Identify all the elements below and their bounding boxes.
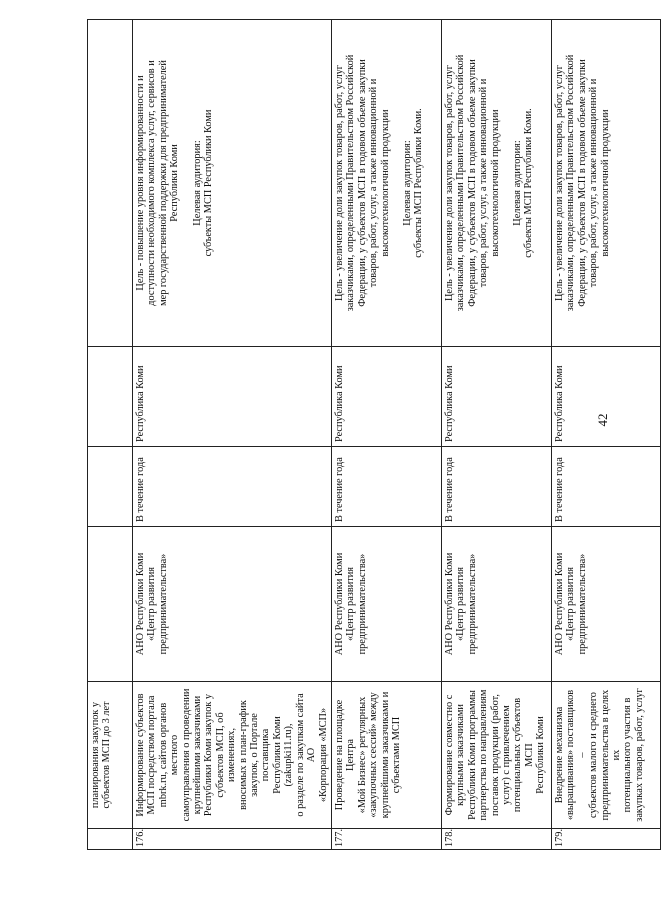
cell-text-line: вносимых в план-график bbox=[237, 700, 249, 810]
cell-text-line: АНО Республики Коми bbox=[135, 552, 146, 656]
cell-text-line: поставок продукции (работ, bbox=[489, 694, 501, 816]
cell-text-line: крупнейшими заказчиками bbox=[192, 695, 204, 815]
cell-text-line: высокотехнологичной продукции bbox=[489, 109, 501, 257]
responsible-cell bbox=[331, 527, 441, 682]
cell-text-line: Федерации, у субъектов МСП в годовом объеме закупки bbox=[356, 59, 368, 307]
audience-label: Целевая аудитория: bbox=[191, 140, 203, 226]
cell-text-line: закупок, о Портале поставщика bbox=[249, 713, 272, 797]
cell-text-line: высокотехнологичной продукции bbox=[599, 109, 611, 257]
cell-text-line: «Мой Бизнес» регулярных bbox=[356, 696, 368, 814]
rotated-content bbox=[87, 20, 645, 850]
deadline-cell: В течение года bbox=[331, 447, 441, 527]
cell-text-line: «Центр развития bbox=[565, 567, 577, 641]
cell-text-line: потенциального участия в bbox=[622, 697, 634, 813]
cell-text-line: Проведение на площадке Центра bbox=[333, 699, 357, 811]
goal-cell bbox=[551, 20, 660, 347]
cell-text-line: Цель - увеличение доли закупок товаров, работ, услуг bbox=[443, 64, 455, 302]
audience-value: субъекты МСП Республики Коми bbox=[203, 109, 215, 257]
cell-text-line: Республики Коми (zakupki11.ru), bbox=[271, 716, 295, 794]
audience-label: Целевая аудитория: bbox=[401, 140, 413, 226]
cell-text-line: АНО Республики Коми bbox=[333, 552, 345, 656]
table-row bbox=[133, 20, 332, 850]
row-number-cell: 177. bbox=[331, 829, 441, 850]
responsible-cell bbox=[88, 527, 133, 682]
responsible-cell bbox=[551, 527, 660, 682]
location-cell: Республика Коми bbox=[133, 347, 332, 447]
cell-text-line: мер государственной поддержки для предпринимателей bbox=[157, 60, 169, 306]
cell-text-line: «выращивания» поставщиков – bbox=[565, 689, 588, 821]
goal-cell bbox=[133, 20, 332, 347]
cell-text-line: Формирование совместно с bbox=[443, 694, 455, 816]
page-number: 42 bbox=[595, 413, 610, 427]
plan-table bbox=[87, 19, 661, 850]
cell-text-line: «Центр развития bbox=[345, 567, 357, 641]
goal-cell bbox=[331, 20, 441, 347]
table-row bbox=[88, 20, 133, 850]
row-number-cell: 178. bbox=[441, 829, 551, 850]
cell-text-line: субъектами МСП bbox=[390, 716, 402, 794]
cell-text-line: «закупочных сессий» между bbox=[368, 692, 380, 818]
cell-text-line: Внедрение механизма bbox=[553, 706, 565, 804]
deadline-cell: В течение года bbox=[551, 447, 660, 527]
cell-text-line: Цель - увеличение доли закупок товаров, работ, услуг bbox=[333, 64, 345, 302]
cell-text-line: планирования закупок у bbox=[90, 701, 101, 809]
cell-text-line: предпринимательства» bbox=[576, 553, 588, 655]
cell-text-line: «Корпорация «МСП» bbox=[317, 707, 329, 803]
deadline-cell: В течение года bbox=[441, 447, 551, 527]
cell-text-line: МСП посредством портала bbox=[146, 695, 158, 815]
cell-text-line: Республики Коми bbox=[169, 144, 181, 222]
cell-text-line: доступности необходимого комплекса услуг, сервисов и bbox=[146, 60, 158, 306]
cell-text-line: Цель - увеличение доли закупок товаров, работ, услуг bbox=[553, 64, 565, 302]
cell-text-line: «Центр развития bbox=[455, 567, 467, 641]
deadline-cell: В течение года bbox=[133, 447, 332, 527]
cell-text-line: АНО Республики Коми bbox=[443, 552, 455, 656]
audience-value: субъекты МСП Республики Коми. bbox=[523, 108, 535, 258]
event-name-cell bbox=[551, 682, 660, 829]
cell-text-line: заказчиками, определенными Правительством Российской bbox=[455, 54, 467, 312]
row-number-cell: 179. bbox=[551, 829, 660, 850]
event-name-cell bbox=[133, 682, 332, 829]
responsible-cell bbox=[133, 527, 332, 682]
cell-text-line: о разделе по закупкам сайта АО bbox=[294, 693, 318, 817]
cell-text-line: крупными заказчиками bbox=[455, 704, 467, 806]
location-cell: Республика Коми bbox=[331, 347, 441, 447]
plan-table-body bbox=[88, 20, 661, 850]
cell-text-line: Цель - повышение уровня информированности и bbox=[135, 75, 146, 291]
table-row bbox=[441, 20, 551, 850]
cell-text-line: партнерства по направлениям bbox=[478, 689, 490, 821]
cell-text-line: АНО Республики Коми bbox=[553, 552, 565, 656]
deadline-cell bbox=[88, 447, 133, 527]
cell-text-line: субъектов малого и среднего bbox=[588, 692, 600, 818]
audience-value: субъекты МСП Республики Коми. bbox=[413, 108, 425, 258]
cell-text-line: «Центр развития bbox=[146, 567, 158, 641]
event-name-cell bbox=[88, 682, 133, 829]
goal-cell bbox=[88, 20, 133, 347]
location-cell bbox=[88, 347, 133, 447]
cell-text-line: закупках товаров, работ, услуг bbox=[633, 688, 645, 822]
cell-text-line: предпринимательства в целях их bbox=[599, 689, 622, 821]
cell-text-line: предпринимательства» bbox=[466, 553, 478, 655]
cell-text-line: Республики Коми bbox=[535, 716, 547, 794]
cell-text-line: субъектов МСП до 3 лет bbox=[101, 701, 113, 809]
cell-text-line: mbrk.ru, сайтов органов местного bbox=[157, 702, 181, 808]
cell-text-line: потенциальных субъектов МСП bbox=[512, 697, 535, 813]
cell-text-line: Федерации, у субъектов МСП в годовом объеме закупки bbox=[466, 59, 478, 307]
event-name-cell bbox=[331, 682, 441, 829]
cell-text-line: высокотехнологичной продукции bbox=[379, 109, 391, 257]
cell-text-line: товаров, работ, услуг, а также инновационной и bbox=[368, 78, 380, 288]
cell-text-line: самоуправления о проведении bbox=[180, 688, 192, 822]
cell-text-line: субъектов МСП, об изменениях, bbox=[214, 712, 238, 798]
responsible-cell bbox=[441, 527, 551, 682]
location-cell: Республика Коми bbox=[551, 347, 660, 447]
table-row bbox=[331, 20, 441, 850]
cell-text-line: услуг) с привлечением bbox=[500, 705, 512, 805]
cell-text-line: Республики Коми закупок у bbox=[203, 693, 215, 817]
cell-text-line: Республики Коми программы bbox=[466, 690, 478, 820]
cell-text-line: заказчиками, определенными Правительством Российской bbox=[565, 54, 577, 312]
row-number-cell bbox=[88, 829, 133, 850]
event-name-cell bbox=[441, 682, 551, 829]
audience-label: Целевая аудитория: bbox=[511, 140, 523, 226]
cell-text-line: Информирование субъектов bbox=[135, 693, 146, 817]
cell-text-line: товаров, работ, услуг, а также инновационной и bbox=[478, 78, 490, 288]
row-number-cell: 176. bbox=[133, 829, 332, 850]
cell-text-line: предпринимательства» bbox=[157, 553, 169, 655]
location-cell: Республика Коми bbox=[441, 347, 551, 447]
cell-text-line: Федерации, у субъектов МСП в годовом объеме закупки bbox=[576, 59, 588, 307]
cell-text-line: заказчиками, определенными Правительством Российской bbox=[345, 54, 357, 312]
goal-cell bbox=[441, 20, 551, 347]
cell-text-line: крупнейшими заказчиками и bbox=[379, 691, 391, 819]
cell-text-line: товаров, работ, услуг, а также инновационной и bbox=[588, 78, 600, 288]
cell-text-line: предпринимательства» bbox=[356, 553, 368, 655]
